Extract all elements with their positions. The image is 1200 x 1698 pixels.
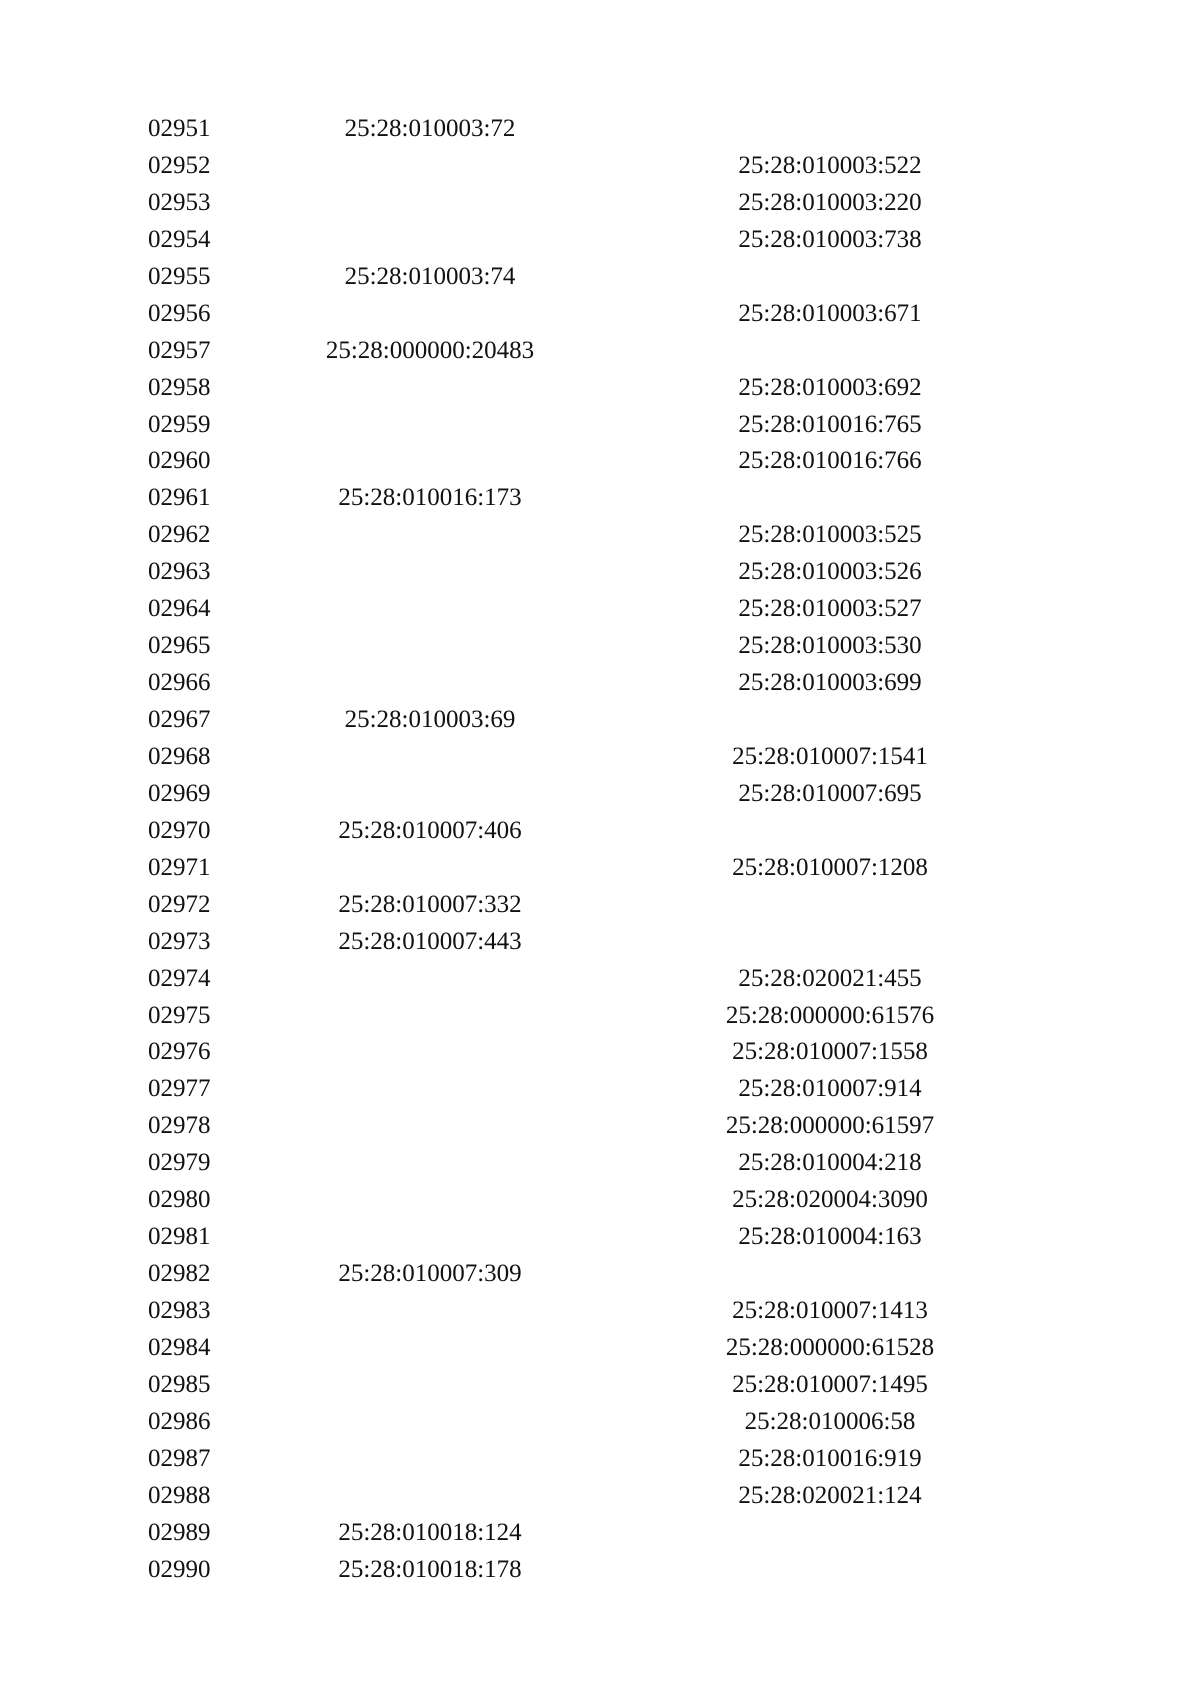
cadastral-number-right: 25:28:010003:522: [738, 151, 922, 179]
cadastral-number-right: 25:28:010007:1558: [732, 1038, 928, 1066]
row-number: 02959: [148, 410, 211, 438]
row-number: 02960: [148, 447, 211, 475]
cadastral-number-right: 25:28:010006:58: [744, 1407, 916, 1435]
row-number: 02965: [148, 632, 211, 660]
row-number: 02962: [148, 521, 211, 549]
cadastral-number-left: 25:28:010003:69: [344, 706, 516, 733]
table-row: [0, 517, 1200, 554]
cadastral-number-right: 25:28:010007:1541: [732, 742, 928, 770]
table-row: [0, 443, 1200, 480]
table-row: [0, 333, 1200, 370]
row-number: 02951: [148, 115, 211, 142]
table-row: [0, 407, 1200, 444]
table-row: [0, 1404, 1200, 1441]
row-number: 02954: [148, 225, 211, 253]
row-number: 02976: [148, 1038, 211, 1066]
cadastral-number-right: 25:28:010007:914: [738, 1075, 922, 1103]
table-row: [0, 185, 1200, 222]
row-number: 02955: [148, 262, 211, 290]
cadastral-number-right: 25:28:010003:530: [738, 632, 922, 660]
table-row: [0, 776, 1200, 813]
table-row: [0, 296, 1200, 333]
table-row: [0, 1108, 1200, 1145]
table-row: [0, 480, 1200, 517]
cadastral-number-left: 25:28:010007:332: [338, 890, 522, 918]
table-row: [0, 554, 1200, 591]
cadastral-number-left: 25:28:010003:72: [344, 115, 516, 142]
row-number: 02982: [148, 1260, 211, 1288]
row-number: 02979: [148, 1149, 211, 1177]
cadastral-number-right: 25:28:010003:526: [738, 558, 922, 586]
row-number: 02956: [148, 299, 211, 327]
table-row: [0, 961, 1200, 998]
row-number: 02987: [148, 1444, 211, 1472]
cadastral-number-left: 25:28:010007:443: [338, 927, 522, 955]
cadastral-number-right: 25:28:010003:699: [738, 669, 922, 697]
row-number: 02974: [148, 964, 211, 992]
row-number: 02958: [148, 373, 211, 401]
cadastral-number-left: 25:28:000000:20483: [325, 336, 535, 364]
row-number: 02984: [148, 1333, 211, 1361]
row-number: 02988: [148, 1481, 211, 1509]
row-number: 02969: [148, 779, 211, 807]
cadastral-number-right: 25:28:010007:1413: [732, 1297, 928, 1324]
row-number: 02968: [148, 742, 211, 770]
cadastral-number-left: 25:28:010007:309: [338, 1260, 522, 1288]
cadastral-number-right: 25:28:010016:765: [738, 410, 922, 438]
row-number: 02963: [148, 558, 211, 586]
table-row: [0, 1219, 1200, 1256]
table-row: [0, 1071, 1200, 1108]
row-number: 02990: [148, 1555, 211, 1583]
cadastral-number-right: 25:28:000000:61528: [725, 1333, 935, 1361]
row-number: 02957: [148, 336, 211, 364]
row-number: 02966: [148, 669, 211, 697]
table-row: [0, 591, 1200, 628]
row-number: 02964: [148, 595, 211, 623]
table-row: [0, 1330, 1200, 1367]
cadastral-number-right: 25:28:010003:220: [738, 188, 922, 216]
table-row: [0, 111, 1200, 148]
cadastral-number-right: 25:28:010003:527: [738, 595, 922, 623]
table-row: [0, 924, 1200, 961]
cadastral-number-left: 25:28:010018:124: [338, 1518, 522, 1546]
row-number: 02953: [148, 188, 211, 216]
cadastral-number-right: 25:28:020004:3090: [732, 1186, 928, 1214]
cadastral-number-right: 25:28:020021:455: [738, 964, 922, 992]
cadastral-number-left: 25:28:010016:173: [338, 484, 522, 512]
cadastral-number-right: 25:28:010007:695: [738, 779, 922, 807]
table-row: [0, 813, 1200, 850]
row-number: 02989: [148, 1518, 211, 1546]
row-number: 02980: [148, 1186, 211, 1214]
table-row: [0, 1515, 1200, 1552]
table-row: [0, 887, 1200, 924]
row-number: 02967: [148, 706, 211, 733]
cadastral-number-right: 25:28:010004:163: [738, 1223, 922, 1251]
row-number: 02952: [148, 151, 211, 179]
table-row: [0, 702, 1200, 739]
row-number: 02977: [148, 1075, 211, 1103]
cadastral-number-right: 25:28:010007:1495: [732, 1370, 928, 1398]
table-row: [0, 1367, 1200, 1404]
table-row: [0, 1478, 1200, 1515]
cadastral-number-right: 25:28:010003:671: [738, 299, 922, 327]
table-row: [0, 1552, 1200, 1589]
cadastral-number-left: 25:28:010007:406: [338, 816, 522, 844]
cadastral-number-right: 25:28:010003:692: [738, 373, 922, 401]
table-row: [0, 1034, 1200, 1071]
table-row: [0, 370, 1200, 407]
table-row: [0, 1293, 1200, 1330]
cadastral-number-right: 25:28:010003:738: [738, 225, 922, 253]
cadastral-number-right: 25:28:000000:61576: [725, 1001, 935, 1029]
cadastral-number-right: 25:28:010003:525: [738, 521, 922, 549]
row-number: 02975: [148, 1001, 211, 1029]
row-number: 02973: [148, 927, 211, 955]
table-row: [0, 148, 1200, 185]
row-number: 02971: [148, 853, 211, 881]
cadastral-number-left: 25:28:010018:178: [338, 1555, 522, 1583]
cadastral-number-left: 25:28:010003:74: [344, 262, 516, 290]
cadastral-number-right: 25:28:010004:218: [738, 1149, 922, 1177]
record-list: [0, 111, 1200, 1589]
table-row: [0, 222, 1200, 259]
table-row: [0, 1182, 1200, 1219]
table-row: [0, 850, 1200, 887]
cadastral-number-right: 25:28:010007:1208: [732, 853, 928, 881]
table-row: [0, 739, 1200, 776]
table-row: [0, 998, 1200, 1035]
row-number: 02970: [148, 816, 211, 844]
row-number: 02972: [148, 890, 211, 918]
table-row: [0, 1145, 1200, 1182]
row-number: 02986: [148, 1407, 211, 1435]
table-row: [0, 259, 1200, 296]
row-number: 02985: [148, 1370, 211, 1398]
cadastral-number-right: 25:28:000000:61597: [725, 1112, 935, 1140]
row-number: 02961: [148, 484, 211, 512]
table-row: [0, 628, 1200, 665]
cadastral-number-right: 25:28:010016:766: [738, 447, 922, 475]
table-row: [0, 1256, 1200, 1293]
table-row: [0, 1441, 1200, 1478]
row-number: 02983: [148, 1297, 211, 1324]
row-number: 02981: [148, 1223, 211, 1251]
cadastral-number-right: 25:28:010016:919: [738, 1444, 922, 1472]
table-row: [0, 665, 1200, 702]
row-number: 02978: [148, 1112, 211, 1140]
cadastral-number-right: 25:28:020021:124: [738, 1481, 922, 1509]
